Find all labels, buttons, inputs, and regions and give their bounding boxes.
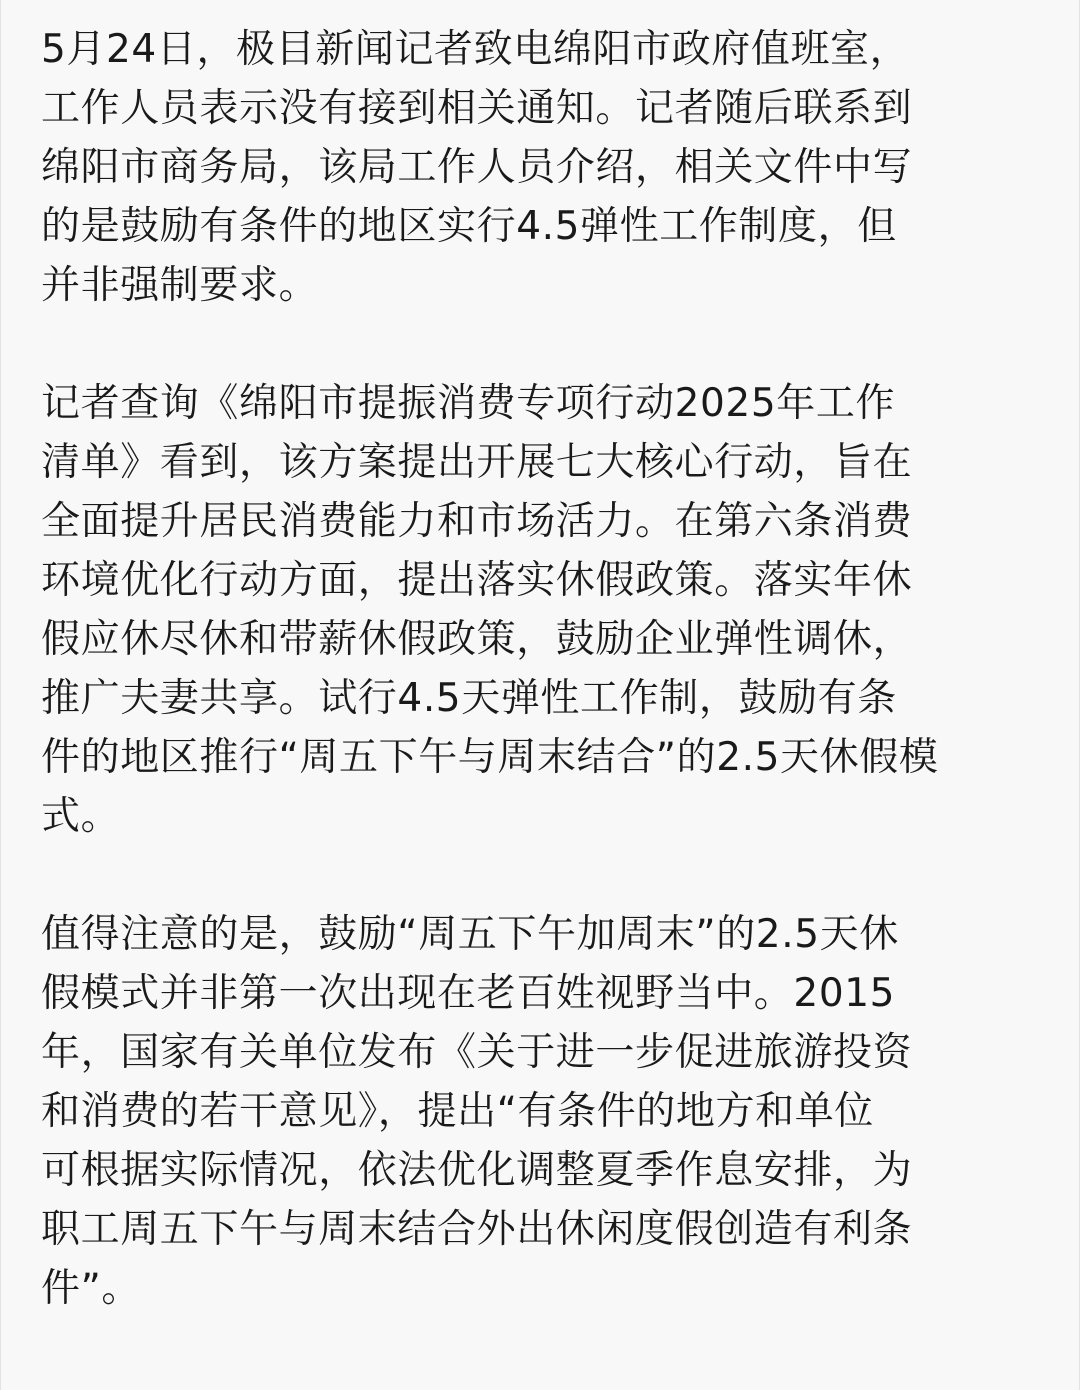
- paragraph-2: 记者查询《绵阳市提振消费专项行动2025年工作 清单》看到，该方案提出开展七大核心行动，旨在 全面提升居民消费能力和市场活力。在第六条消费 环境优化行动方面，提出落实休假政策。落实年休 假应休尽休和带薪休假政策，鼓励企业弹性调休， 推广夫妻共享。试行4.5天弹性工作制，鼓励有条 件的地区推行“周五下午与周末结合”的2.5天休假模 式。: [41, 381, 939, 839]
- paragraph-3: 值得注意的是，鼓励“周五下午加周末”的2.5天休 假模式并非第一次出现在老百姓视野当中。2015 年，国家有关单位发布《关于进一步促进旅游投资 和消费的若干意见》，提出“有条件的地方和单位 可根据实际情况，依法优化调整夏季作息安排，为 职工周五下午与周末结合外出休闲度假创造有利条 件”。: [41, 912, 913, 1311]
- paragraph-1: 5月24日，极目新闻记者致电绵阳市政府值班室， 工作人员表示没有接到相关通知。记者随后联系到 绵阳市商务局，该局工作人员介绍，相关文件中写 的是鼓励有条件的地区实行4.5弹性工作制度，但 并非强制要求。: [41, 27, 913, 308]
